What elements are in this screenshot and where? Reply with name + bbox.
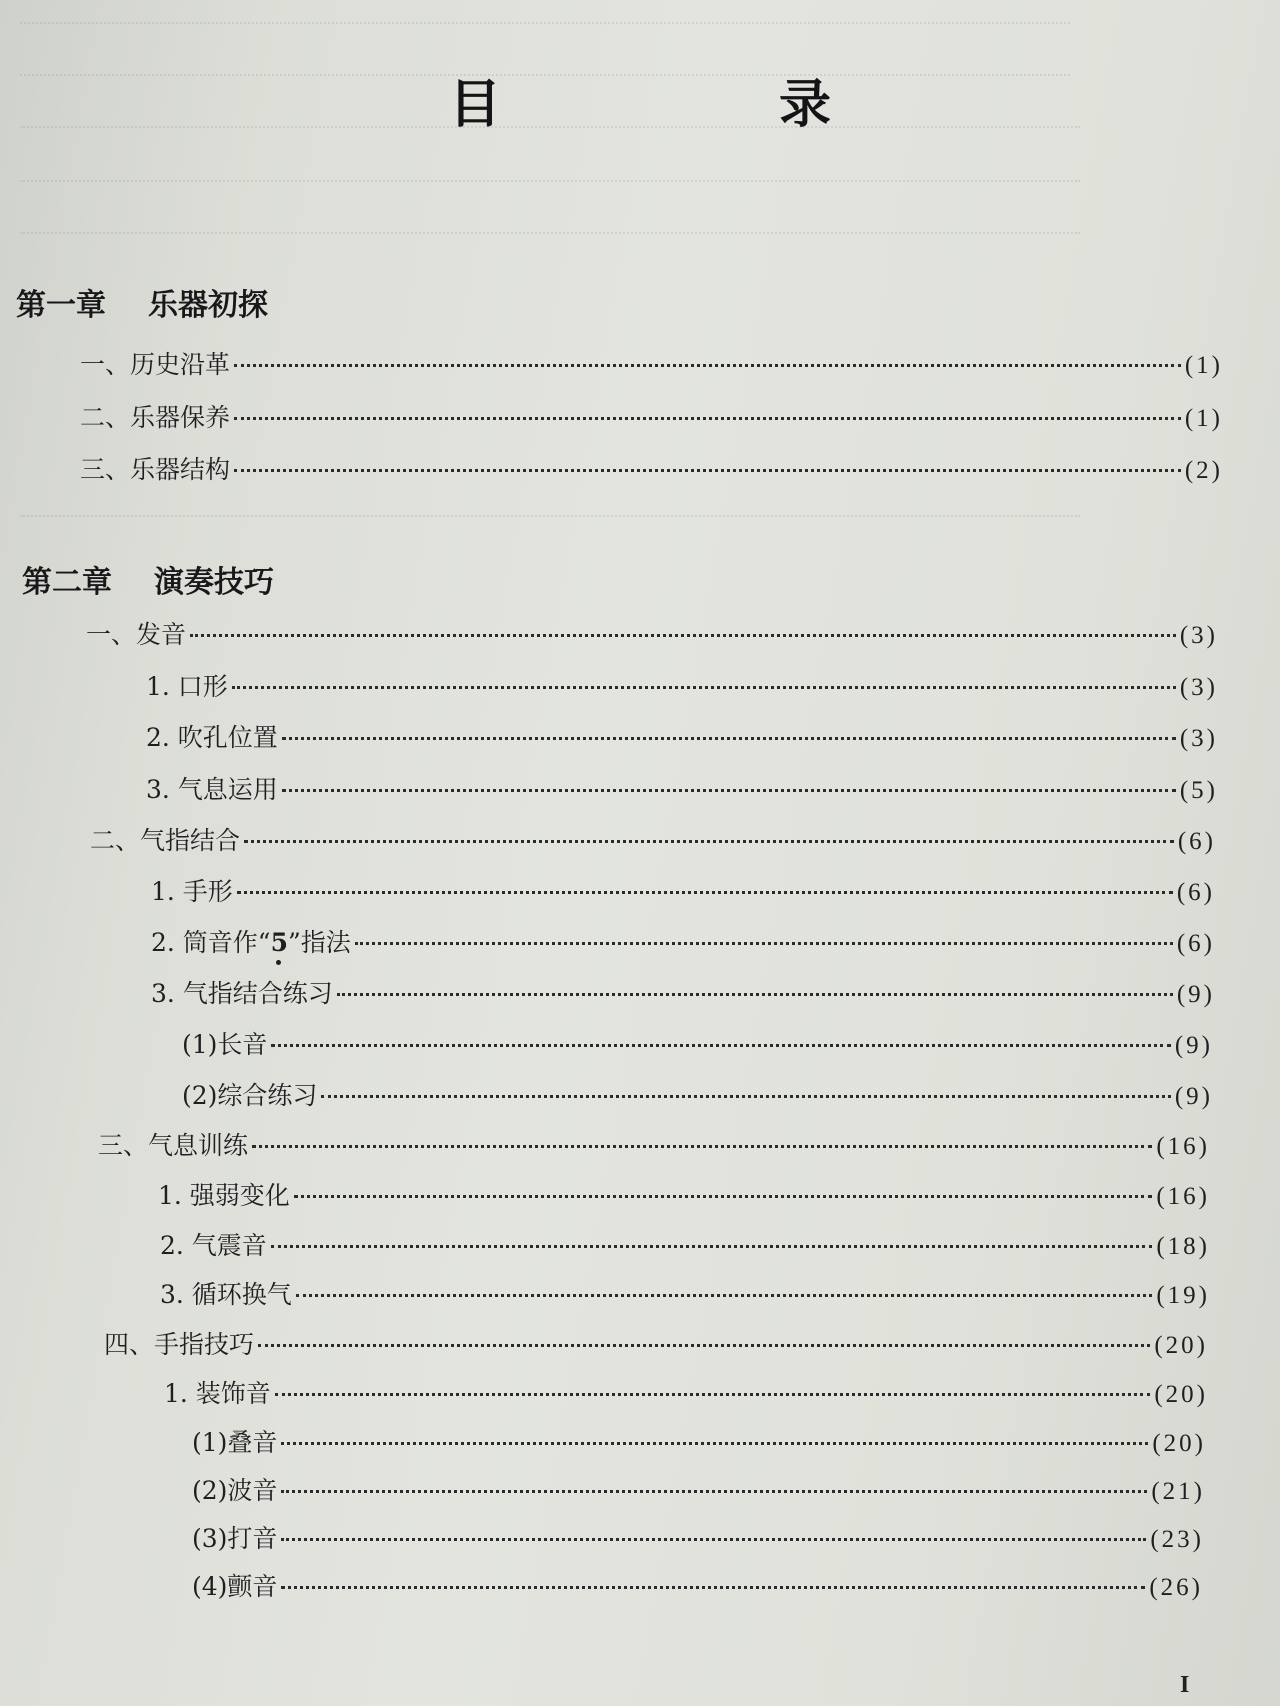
toc-entry-label: 2. 吹孔位置 [146, 723, 278, 752]
dot-leader [281, 1490, 1147, 1493]
toc-entry-label: 二、乐器保养 [80, 403, 231, 432]
chapter-number: 第二章 [22, 565, 112, 600]
toc-entry-page: (9) [1174, 1032, 1213, 1059]
dot-leader [282, 737, 1176, 740]
toc-entry-page: (16) [1156, 1133, 1210, 1160]
toc-entry-page: (3) [1179, 725, 1218, 752]
dot-leader [258, 1344, 1150, 1347]
chapter-title: 演奏技巧 [154, 565, 274, 600]
toc-entry-page: (9) [1174, 1083, 1213, 1110]
dot-leader [281, 1586, 1145, 1589]
dot-leader [234, 417, 1181, 420]
toc-entry-label: 三、气息训练 [98, 1131, 249, 1160]
toc-entry-label: 一、历史沿革 [80, 350, 231, 379]
toc-entry-page: (20) [1154, 1381, 1208, 1408]
toc-entry[interactable] [151, 977, 1215, 1012]
toc-entry[interactable] [80, 401, 1223, 436]
dot-leader [234, 364, 1181, 367]
toc-entry-label: 1. 装饰音 [164, 1379, 271, 1408]
toc-entry[interactable] [192, 1570, 1203, 1605]
toc-entry[interactable] [182, 1079, 1213, 1114]
toc-entry-label: 1. 口形 [146, 672, 228, 701]
toc-entry-page: (9) [1176, 981, 1215, 1008]
page-title: 目 录 [448, 75, 962, 135]
toc-entry-label [151, 926, 351, 960]
dot-leader [190, 634, 1176, 637]
toc-entry-label: 2. 气震音 [160, 1231, 267, 1260]
toc-entry-page: (1) [1184, 352, 1223, 379]
toc-entry-label: (4)颤音 [192, 1572, 278, 1601]
toc-entry[interactable] [146, 670, 1218, 705]
dot-leader [271, 1044, 1170, 1047]
dot-leader [281, 1538, 1146, 1541]
toc-entry[interactable] [192, 1474, 1205, 1509]
dot-leader [355, 942, 1173, 945]
dot-leader [244, 840, 1174, 843]
dot-leader [296, 1294, 1153, 1297]
bleed-through-line [20, 22, 1070, 25]
toc-entry[interactable] [158, 1179, 1210, 1214]
bleed-through-line [20, 180, 1080, 183]
chapter-number: 第一章 [16, 288, 106, 323]
toc-entry-page: (3) [1179, 622, 1218, 649]
toc-entry-label: 1. 手形 [151, 877, 233, 906]
toc-entry[interactable] [160, 1278, 1210, 1313]
dot-leader [281, 1442, 1148, 1445]
jianpu-low-five: 5 [270, 928, 288, 957]
toc-entry-page: (6) [1176, 879, 1215, 906]
toc-entry-page: (19) [1156, 1282, 1210, 1309]
page-folio: I [1180, 1672, 1190, 1698]
toc-entry[interactable] [146, 773, 1218, 808]
dot-leader [252, 1145, 1152, 1148]
toc-entry-label: (2)综合练习 [182, 1081, 318, 1110]
dot-leader [321, 1095, 1170, 1098]
toc-entry-label: 3. 气息运用 [146, 775, 278, 804]
toc-entry-page: (3) [1179, 674, 1218, 701]
toc-entry-page: (23) [1150, 1526, 1204, 1553]
toc-entry[interactable] [146, 721, 1218, 756]
toc-entry-label: 1. 强弱变化 [158, 1181, 290, 1210]
bleed-through-line [20, 515, 1080, 518]
dot-leader [237, 891, 1173, 894]
toc-entry-label: (3)打音 [192, 1524, 278, 1553]
label-suffix: ”指法 [288, 928, 351, 957]
dot-leader [234, 469, 1181, 472]
toc-entry[interactable] [98, 1129, 1210, 1164]
toc-entry[interactable] [164, 1377, 1208, 1412]
toc-entry[interactable] [86, 618, 1218, 653]
dot-leader [275, 1393, 1151, 1396]
dot-leader [271, 1245, 1153, 1248]
toc-entry-page: (20) [1154, 1332, 1208, 1359]
toc-entry[interactable] [80, 348, 1223, 383]
toc-entry[interactable] [80, 453, 1223, 488]
toc-entry-label: 3. 循环换气 [160, 1280, 292, 1309]
toc-entry-page: (20) [1152, 1430, 1206, 1457]
label-prefix: 2. 筒音作“ [151, 928, 271, 957]
dot-leader [232, 686, 1176, 689]
toc-entry-page: (2) [1184, 457, 1223, 484]
toc-entry-label: 一、发音 [86, 620, 187, 649]
toc-entry-label: 二、气指结合 [90, 826, 241, 855]
toc-entry-page: (18) [1156, 1233, 1210, 1260]
toc-entry[interactable] [90, 824, 1216, 859]
bleed-through-line [20, 232, 1080, 235]
toc-entry-label: 四、手指技巧 [104, 1330, 255, 1359]
toc-entry[interactable] [182, 1028, 1213, 1063]
toc-entry[interactable] [160, 1229, 1210, 1264]
toc-entry-page: (26) [1149, 1574, 1203, 1601]
toc-entry-page: (5) [1179, 777, 1218, 804]
dot-leader [294, 1195, 1153, 1198]
toc-entry-label: (2)波音 [192, 1476, 278, 1505]
toc-entry-label: 3. 气指结合练习 [151, 979, 333, 1008]
toc-entry[interactable] [151, 926, 1215, 961]
toc-entry-page: (6) [1177, 828, 1216, 855]
chapter-title: 乐器初探 [148, 288, 268, 323]
chapter-heading-1 [16, 280, 268, 324]
toc-entry-page: (6) [1176, 930, 1215, 957]
dot-leader [337, 993, 1173, 996]
toc-entry-page: (21) [1151, 1478, 1205, 1505]
toc-entry-label: (1)叠音 [192, 1428, 278, 1457]
toc-entry-label: (1)长音 [182, 1030, 268, 1059]
toc-entry-label: 三、乐器结构 [80, 455, 231, 484]
dot-leader [282, 789, 1176, 792]
toc-entry-page: (1) [1184, 405, 1223, 432]
toc-entry-page: (16) [1156, 1183, 1210, 1210]
toc-entry[interactable] [192, 1522, 1204, 1557]
chapter-heading-2 [22, 557, 274, 601]
toc-entry[interactable] [104, 1328, 1208, 1363]
toc-entry[interactable] [151, 875, 1215, 910]
toc-entry[interactable] [192, 1426, 1206, 1461]
